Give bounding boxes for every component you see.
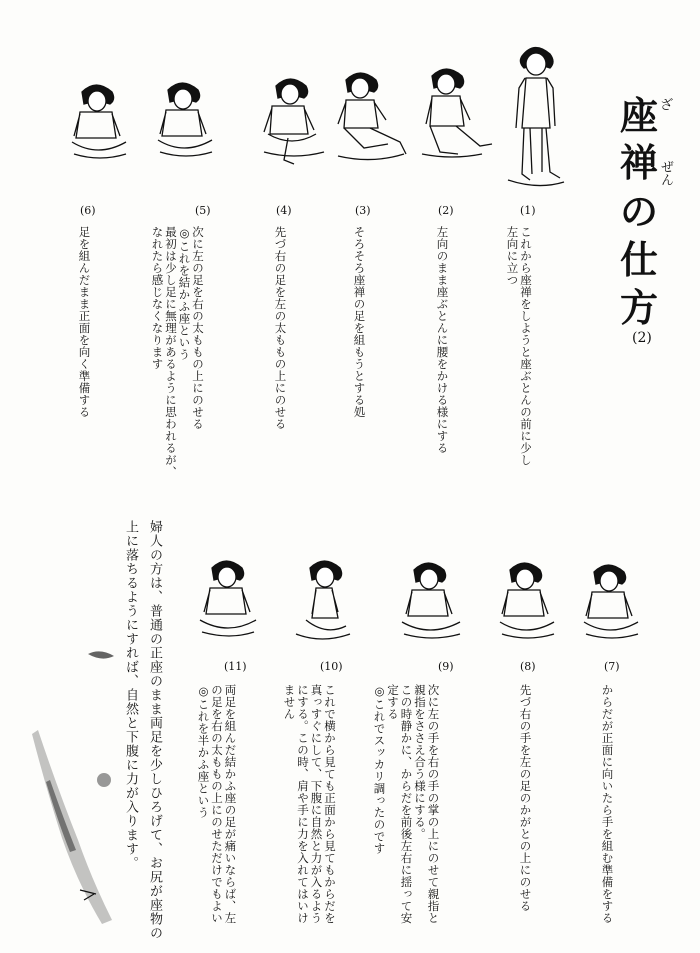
step-number: (4): [276, 204, 292, 217]
figure-step-8: [494, 560, 560, 646]
step-description: 次に左の手を右の手の掌の上にのせて親指と 親指をささえ合う様にする。 この時静かに、からだを前後左右に揺って安 定する ◎これでスッカリ調ったのです: [372, 684, 441, 924]
step-number: (3): [355, 204, 371, 217]
figure-step-4: [258, 74, 330, 168]
step-description: からだが正面に向いたら手を組む準備をする: [600, 684, 615, 924]
figure-step-1: [500, 38, 570, 188]
step-description: 左向のまま座ぶとんに腰をかける様にする: [435, 226, 450, 454]
title-char: 方: [620, 285, 659, 330]
figure-step-10: [292, 558, 356, 648]
figure-step-3: [330, 70, 410, 164]
womens-note: 婦人の方は、普通の正座のまま両足を少しひろげて、お尻が座物の 上に落ちるようにすれば、自然と下腹に力が入ります。: [123, 520, 162, 940]
step-number: (11): [224, 660, 247, 673]
page-stain: [20, 720, 130, 930]
title-char: の: [620, 189, 659, 234]
step-description: これから座禅をしようと座ぶとんの前に少し 左向に立つ: [505, 226, 533, 466]
step-number: (6): [80, 204, 96, 217]
figure-step-6: [66, 82, 132, 166]
step-description: 先づ右の手を左の足のかがとの上にのせる: [518, 684, 533, 912]
step-description: 両足を組んだ結かふ座の足が痛いならば、左 の足を右の太ももの上にのせただけでもよい ◎これを半かふ座という: [196, 684, 238, 924]
step-description: 次に左の足を右の太ももの上にのせる ◎これを結かふ座という 最初は少し足に無理があるように思われるが、 なれたら感じなくなります: [150, 226, 205, 478]
figure-step-2: [412, 66, 498, 162]
figure-step-9: [396, 560, 466, 646]
ink-smudge: [86, 648, 116, 662]
step-number: (8): [520, 660, 536, 673]
title-ruby: ぜん: [658, 160, 673, 186]
title-char: 禅: [620, 140, 659, 185]
step-description: 先づ右の足を左の太ももの上にのせる: [273, 226, 288, 430]
step-description: そろそろ座禅の足を組もうとする処: [352, 226, 367, 418]
step-number: (9): [438, 660, 454, 673]
title-part: (2): [632, 330, 652, 346]
step-number: (7): [604, 660, 620, 673]
title-ruby: ざ: [660, 98, 674, 113]
figure-step-7: [578, 562, 644, 646]
step-number: (5): [195, 204, 211, 217]
figure-step-5: [152, 80, 218, 164]
figure-step-11: [194, 558, 262, 646]
step-description: これで横から見ても正面から見てもからだを 真っすぐにして、下腹に自然と力が入るよう にする。この時、肩や手に力を入れてはいけ ません: [282, 684, 337, 924]
title-char: 仕: [620, 237, 659, 282]
title-char: 座: [620, 93, 659, 138]
step-number: (2): [438, 204, 454, 217]
step-number: (10): [320, 660, 343, 673]
ink-smudge: [92, 768, 116, 792]
step-number: (1): [520, 204, 536, 217]
step-description: 足を組んだまま正面を向く準備する: [77, 226, 92, 418]
